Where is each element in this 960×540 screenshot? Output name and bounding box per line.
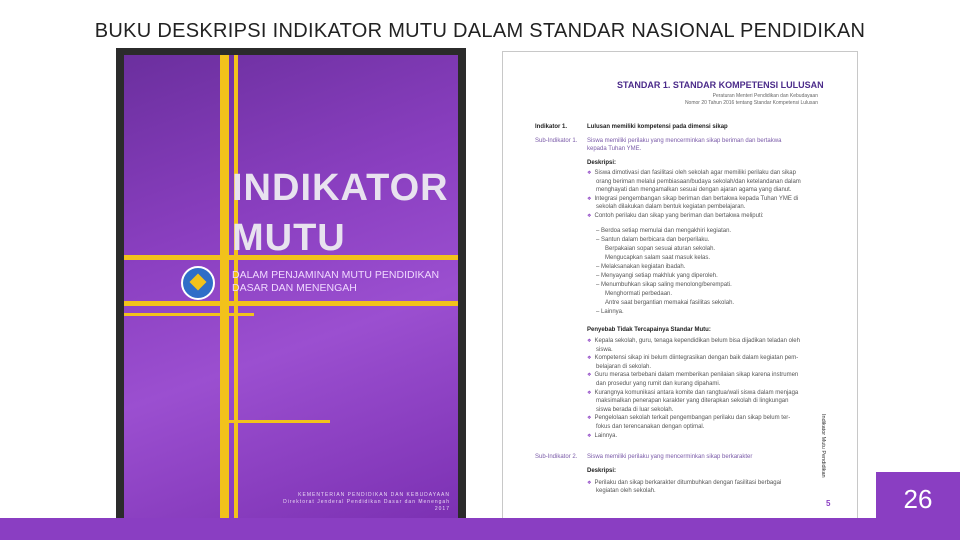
deskripsi-item-cont: menghayati dan mengamalkan sesuai dengan ajaran agama yang dianut. [596, 187, 792, 193]
contoh-item: – Santun dalam berbicara dan berperilaku. [596, 237, 710, 243]
deskripsi-label: Deskripsi: [587, 160, 617, 166]
cover-ministry-line2: Direktorat Jenderal Pendidikan Dasar dan Menengah [283, 499, 450, 505]
sub-indikator2-label: Sub-Indikator 2. [535, 454, 578, 460]
cover-subtitle-line1: DALAM PENJAMINAN MUTU PENDIDIKAN [232, 269, 440, 281]
tut-wuri-handayani-logo-icon [181, 266, 215, 300]
cover-bar-horizontal-low [220, 420, 330, 423]
slide-title: BUKU DESKRIPSI INDIKATOR MUTU DALAM STANDAR NASIONAL PENDIDIKAN [94, 20, 866, 42]
penyebab-item-cont: belajaran di sekolah. [596, 363, 652, 370]
cover-title [232, 163, 449, 263]
deskripsi-item: ❖ Integrasi pengembangan sikap beriman dan bertakwa kepada Tuhan YME di [587, 196, 798, 203]
penyebab-item-cont: dan prosedur yang rumit dan kurang dipahami. [596, 381, 721, 387]
cover-ministry-line3: 2017 [434, 506, 450, 512]
book-cover [124, 55, 458, 525]
cover-subtitle-line2: DASAR DAN MENENGAH [232, 282, 357, 294]
deskripsi-item-cont: orang beriman melalui pembiasaan/budaya sekolah/dan ketelandanan dalam [596, 178, 801, 185]
deskripsi-item-cont: sekolah dilakukan dalam bentuk kegiatan pembelajaran. [596, 204, 746, 210]
contoh-item: Antre saat bergantian memakai fasilitas sekolah. [605, 300, 735, 306]
cover-subtitle [232, 269, 447, 295]
cover-bar-horizontal-bottom [124, 301, 458, 306]
cover-title-line2: MUTU [232, 217, 346, 259]
cover-title-line1: INDIKATOR [232, 167, 449, 209]
cover-bar-short-left [124, 313, 254, 316]
contoh-item: – Menyayangi setiap makhluk yang diperoleh. [596, 273, 718, 279]
deskripsi2-line2: kegiatan oleh sekolah. [596, 488, 656, 494]
contoh-item: – Berdoa setiap memulai dan mengakhiri kegiatan. [596, 228, 732, 234]
deskripsi-item: ❖ Siswa dimotivasi dan fasilitasi oleh sekolah agar memiliki perilaku dan sikap [587, 170, 796, 177]
page-sub1: Peraturan Menteri Pendidikan dan Kebudayaan [712, 93, 818, 99]
penyebab-item: ❖ Guru merasa terbebani dalam memberikan penilaian sikap karena instrumen [587, 372, 798, 379]
sub-indikator1-line2: kepada Tuhan YME. [587, 146, 642, 152]
deskripsi2-label: Deskripsi: [587, 468, 617, 474]
penyebab-item: ❖ Kepala sekolah, guru, tenaga kependidikan belum bisa dijadikan teladan oleh [587, 338, 800, 345]
penyebab-label: Penyebab Tidak Tercapainya Standar Mutu: [587, 327, 711, 333]
page-subheading [650, 93, 818, 107]
penyebab-item: ❖ Pengelolaan sekolah terkait pengembangan perilaku dan sikap belum ter- [587, 415, 790, 422]
page-sub2: Nomor 20 Tahun 2016 tentang Standar Kompetensi Lulusan [684, 100, 818, 106]
page-footer-number: 5 [826, 499, 831, 508]
side-running-title: Indikator Mutu Pendidikan [820, 414, 826, 478]
penyebab-item: ❖ Lainnya. [587, 433, 617, 440]
penyebab-item: ❖ Kurangnya komunikasi antara komite dan rangtua/wali siswa dalam menjaga [587, 390, 798, 397]
cover-bar-vertical-left [220, 55, 229, 525]
indikator-text: Lulusan memiliki kompetensi pada dimensi sikap [587, 124, 728, 130]
indikator-label: Indikator 1. [535, 124, 568, 130]
penyebab-item-cont: siswa berada di luar sekolah. [596, 406, 674, 413]
deskripsi2-line1: ❖ Perilaku dan sikap berkarakter ditumbuhkan dengan fasilitasi berbagai [587, 480, 781, 487]
cover-ministry [274, 492, 450, 513]
page-heading: STANDAR 1. STANDAR KOMPETENSI LULUSAN [617, 80, 824, 90]
deskripsi-item: ❖ Contoh perilaku dan sikap yang beriman dan bertakwa meliputi: [587, 213, 764, 220]
contoh-item: Mengucapkan salam saat masuk kelas. [605, 255, 711, 261]
contoh-item: Menghormati perbedaan. [605, 291, 673, 297]
penyebab-item-cont: siswa. [596, 346, 613, 353]
slide-page-number: 26 [903, 484, 933, 514]
penyebab-item-cont: maksimalkan penerapan karakter yang diterapkan sekolah di lingkungan [596, 398, 789, 405]
bottom-accent-band [0, 518, 960, 540]
penyebab-item: ❖ Kompetensi sikap ini belum diintegrasikan dengan baik dalam kegiatan pem- [587, 355, 798, 362]
sub-indikator1-label: Sub-Indikator 1. [535, 138, 578, 144]
contoh-item: – Melaksanakan kegiatan ibadah. [596, 264, 686, 270]
contoh-item: – Menumbuhkan sikap saling menolong/berempati. [596, 282, 732, 288]
sub-indikator1-line1: Siswa memiliki perilaku yang mencerminkan sikap beriman dan bertakwa [587, 138, 782, 144]
penyebab-item-cont: fokus dan terencanakan dengan optimal. [596, 424, 705, 430]
cover-ministry-line1: KEMENTERIAN PENDIDIKAN DAN KEBUDAYAAN [298, 492, 450, 498]
sub-indikator2-text: Siswa memiliki perilaku yang mencerminkan sikap berkarakter [587, 454, 753, 460]
contoh-item: – Lainnya. [596, 309, 624, 315]
contoh-item: Berpakaian sopan sesuai aturan sekolah. [605, 246, 716, 252]
